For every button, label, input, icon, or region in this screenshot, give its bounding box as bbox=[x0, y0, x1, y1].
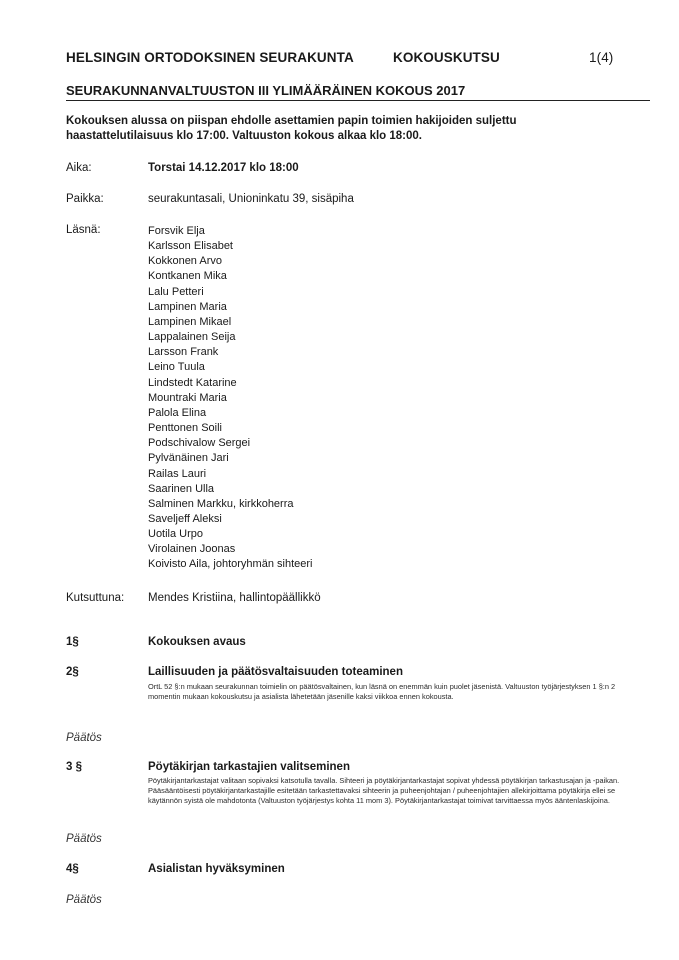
place-value: seurakuntasali, Unioninkatu 39, sisäpiha bbox=[148, 193, 354, 205]
section-title: Laillisuuden ja päätösvaltaisuuden toteaminen bbox=[148, 666, 403, 678]
decision-label: Päätös bbox=[66, 833, 102, 845]
attendee: Leino Tuula bbox=[148, 361, 205, 374]
section-number: 2§ bbox=[66, 666, 79, 678]
section-number: 4§ bbox=[66, 863, 79, 875]
present-label: Läsnä: bbox=[66, 224, 101, 236]
attendee: Mountraki Maria bbox=[148, 391, 227, 404]
attendee: Pylvänäinen Jari bbox=[148, 452, 229, 465]
time-value: Torstai 14.12.2017 klo 18:00 bbox=[148, 162, 299, 174]
time-label: Aika: bbox=[66, 162, 92, 174]
attendee: Lappalainen Seija bbox=[148, 331, 236, 344]
invited-label: Kutsuttuna: bbox=[66, 592, 125, 604]
attendee: Kokkonen Arvo bbox=[148, 255, 222, 268]
attendee: Uotila Urpo bbox=[148, 528, 204, 541]
attendee: Koivisto Aila, johtoryhmän sihteeri bbox=[148, 558, 313, 571]
section-body: OrtL 52 §:n mukaan seurakunnan toimielin on päätösvaltainen, kun läsnä on enemmän kuin puolet jäsenistä. Valtuuston työjärjestyksen 1 §:n 2 momentin mukaan kokouskutsu ja asialista lähetetään jäsenille kaksi viikkoa ennen kokousta. bbox=[148, 682, 616, 702]
section-title: Asialistan hyväksyminen bbox=[148, 863, 285, 875]
intro-paragraph: Kokouksen alussa on piispan ehdolle asettamien papin toimien hakijoiden suljettu haastattelutilaisuus klo 17:00. Valtuuston kokous alkaa klo 18:00. bbox=[66, 115, 517, 142]
attendee: Podschivalow Sergei bbox=[148, 437, 251, 450]
attendee: Palola Elina bbox=[148, 406, 207, 419]
organization-name: HELSINGIN ORTODOKSINEN SEURAKUNTA bbox=[66, 50, 354, 65]
attendee: Karlsson Elisabet bbox=[148, 240, 233, 253]
attendee: Saarinen Ulla bbox=[148, 482, 215, 495]
decision-label: Päätös bbox=[66, 732, 102, 744]
invited-value: Mendes Kristiina, hallintopäällikkö bbox=[148, 592, 321, 604]
meeting-title: SEURAKUNNANVALTUUSTON III YLIMÄÄRÄINEN KOKOUS 2017 bbox=[66, 83, 466, 98]
attendee: Virolainen Joonas bbox=[148, 543, 236, 556]
attendee: Lalu Petteri bbox=[148, 285, 204, 298]
attendee: Salminen Markku, kirkkoherra bbox=[148, 497, 294, 510]
attendee-list bbox=[148, 224, 312, 573]
attendee: Lampinen Maria bbox=[148, 300, 227, 313]
section-number: 1§ bbox=[66, 636, 79, 648]
page-number: 1(4) bbox=[589, 50, 614, 65]
attendee: Forsvik Elja bbox=[148, 225, 205, 237]
attendee: Saveljeff Aleksi bbox=[148, 512, 222, 525]
title-divider bbox=[66, 100, 650, 101]
attendee: Kontkanen Mika bbox=[148, 270, 227, 283]
section-title: Kokouksen avaus bbox=[148, 636, 246, 648]
attendee: Larsson Frank bbox=[148, 346, 219, 359]
section-body: Pöytäkirjantarkastajat valitaan sopivaksi katsotulla tavalla. Sihteeri ja pöytäkirjantarkastajat sopivat yhdessä pöytäkirjan tarkastusajan ja -paikan. Pääsääntöisesti pöytäkirjantarkastajille esitetään tarkastettavaksi sihteerin ja puheenjohtajan / puheenjohtajien allekirjoittama pöytäkirja ellei se käytännön syistä ole mahdotonta (Valtuuston työjärjestys kohta 11 mom 3). Pöytäkirjantarkastajat toimivat tarvittaessa myös ääntenlaskijoina. bbox=[148, 776, 620, 806]
attendee: Penttonen Soili bbox=[148, 422, 222, 435]
attendee: Lindstedt Katarine bbox=[148, 376, 237, 389]
decision-label: Päätös bbox=[66, 894, 102, 906]
attendee: Lampinen Mikael bbox=[148, 315, 232, 328]
document-type: KOKOUSKUTSU bbox=[393, 50, 500, 65]
attendee: Railas Lauri bbox=[148, 467, 207, 480]
section-number: 3 § bbox=[66, 761, 82, 773]
section-title: Pöytäkirjan tarkastajien valitseminen bbox=[148, 761, 350, 773]
place-label: Paikka: bbox=[66, 193, 104, 205]
